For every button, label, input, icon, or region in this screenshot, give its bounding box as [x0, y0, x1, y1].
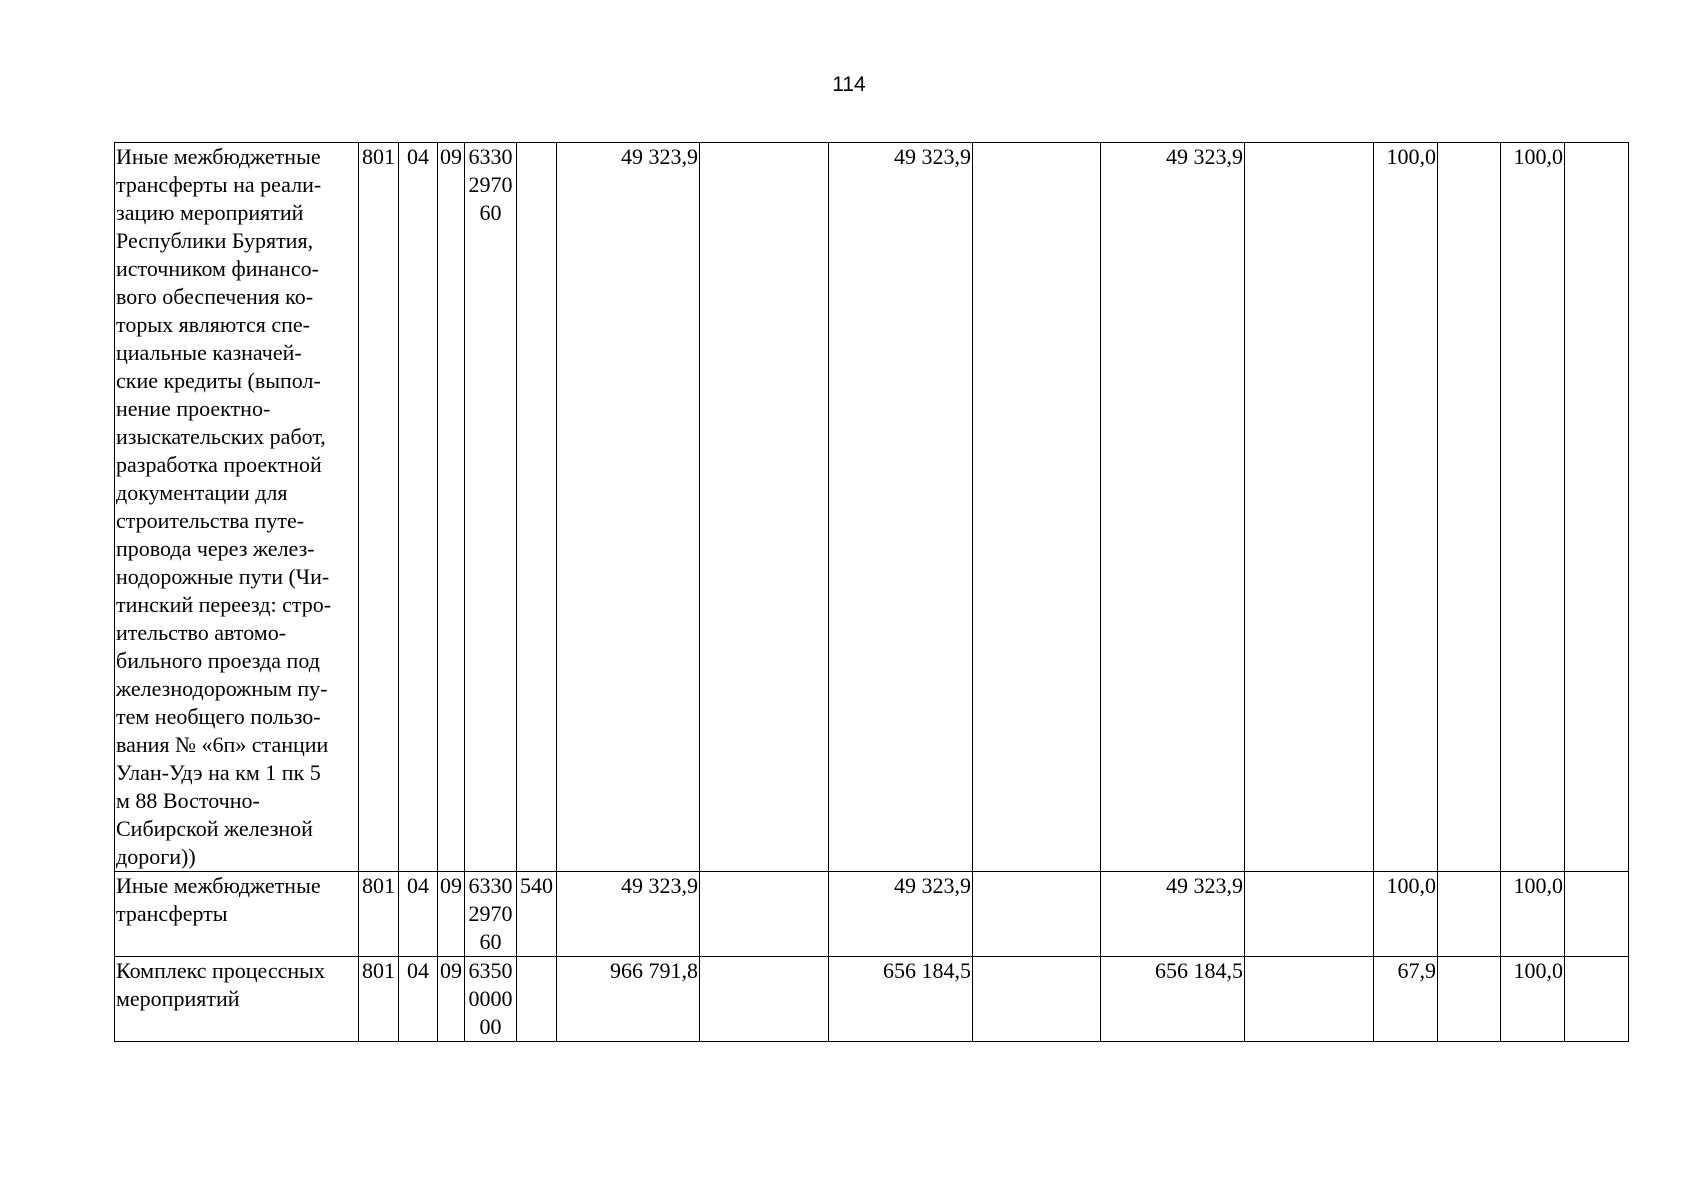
approved-extra-cell — [700, 872, 829, 957]
refined-extra-cell — [973, 872, 1101, 957]
refined-amount: 49 323,9 — [829, 143, 973, 872]
expense-type-code — [517, 143, 557, 872]
percent-of-refined: 100,0 — [1501, 872, 1565, 957]
row-name: Иные межбюджетные трансферты на реали- зацию мероприятий Республики Бурятия, источником финансо- вого обеспечения ко- торых являются спе- циальные казначей- ские кредиты (выпол- нение проектно- изыскательских работ, разработка проектной документации для строительства путе- провода через желез- нодорожные пути (Чи- тинский переезд: стро- ительство автомо- бильного проезда под железнодорожным пу- тем необщего пользо- вания № «6п» станции Улан-Удэ на км 1 пк 5 м 88 Восточно- Сибирской железной дороги)) — [115, 143, 359, 872]
percent-of-approved-extra-cell — [1438, 143, 1501, 872]
row-name: Иные межбюджетные трансферты — [115, 872, 359, 957]
percent-of-approved-extra-cell — [1438, 957, 1501, 1042]
page-number: 114 — [832, 73, 866, 96]
executed-extra-cell — [1245, 143, 1374, 872]
section-code: 04 — [399, 143, 438, 872]
expense-type-code: 540 — [517, 872, 557, 957]
subsection-code: 09 — [438, 143, 465, 872]
approved-extra-cell — [700, 957, 829, 1042]
approved-extra-cell — [700, 143, 829, 872]
table-row — [115, 872, 1629, 957]
executed-amount: 656 184,5 — [1101, 957, 1245, 1042]
percent-of-refined-extra-cell — [1565, 143, 1629, 872]
expense-type-code — [517, 957, 557, 1042]
executed-amount: 49 323,9 — [1101, 143, 1245, 872]
grbs-code: 801 — [359, 872, 399, 957]
target-article-code: 6330 2970 60 — [465, 872, 517, 957]
table-row — [115, 957, 1629, 1042]
section-code: 04 — [399, 872, 438, 957]
subsection-code: 09 — [438, 872, 465, 957]
row-name: Комплекс процессных мероприятий — [115, 957, 359, 1042]
subsection-code: 09 — [438, 957, 465, 1042]
target-article-code: 6330 2970 60 — [465, 143, 517, 872]
percent-of-refined-extra-cell — [1565, 872, 1629, 957]
percent-of-approved-extra-cell — [1438, 872, 1501, 957]
approved-amount: 49 323,9 — [557, 872, 700, 957]
grbs-code: 801 — [359, 143, 399, 872]
grbs-code: 801 — [359, 957, 399, 1042]
executed-extra-cell — [1245, 957, 1374, 1042]
approved-amount: 49 323,9 — [557, 143, 700, 872]
executed-amount: 49 323,9 — [1101, 872, 1245, 957]
refined-amount: 656 184,5 — [829, 957, 973, 1042]
target-article-code: 6350 0000 00 — [465, 957, 517, 1042]
percent-of-refined-extra-cell — [1565, 957, 1629, 1042]
approved-amount: 966 791,8 — [557, 957, 700, 1042]
percent-of-approved: 100,0 — [1374, 143, 1438, 872]
budget-table — [114, 142, 1629, 1042]
table-row — [115, 143, 1629, 872]
percent-of-approved: 100,0 — [1374, 872, 1438, 957]
refined-amount: 49 323,9 — [829, 872, 973, 957]
executed-extra-cell — [1245, 872, 1374, 957]
percent-of-refined: 100,0 — [1501, 143, 1565, 872]
refined-extra-cell — [973, 143, 1101, 872]
refined-extra-cell — [973, 957, 1101, 1042]
percent-of-refined: 100,0 — [1501, 957, 1565, 1042]
section-code: 04 — [399, 957, 438, 1042]
percent-of-approved: 67,9 — [1374, 957, 1438, 1042]
